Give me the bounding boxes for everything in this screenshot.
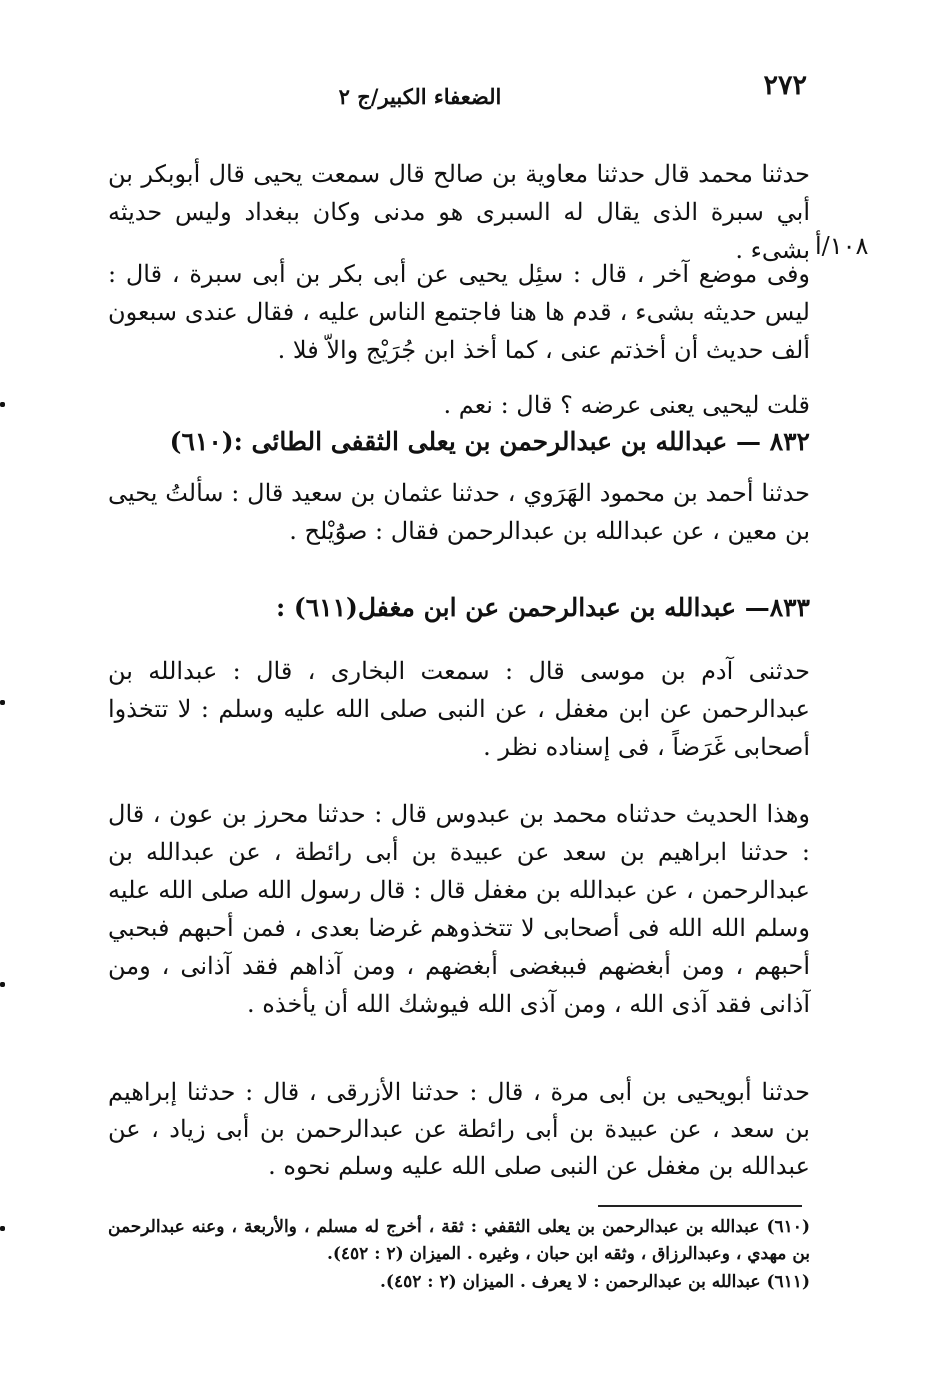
scan-edge-mark: [0, 700, 5, 705]
scan-edge-mark: [0, 982, 5, 987]
scan-edge-mark: [0, 402, 5, 407]
paragraph-adam-ibn-musa: حدثنى آدم بن موسى قال : سمعت البخارى ، قال : عبدالله بن عبدالرحمن عن ابن مغفل ، عن النبى صلى الله عليه وسلم : لا تتخذوا أصحابى غَرَضاً ، فى إسناده نظر .: [108, 657, 810, 761]
running-header-title: الضعفاء الكبير/ج ٢: [338, 84, 502, 109]
paragraph-abu-bakr-ibn-abi-sabra: حدثنا محمد قال حدثنا معاوية بن صالح قال سمعت يحيى قال أبوبكر بن أبي سبرة الذى يقال له السبرى هو مدنى وكان ببغداد وليس حديثه بشىء .: [108, 160, 810, 264]
entry-heading-832: ٨٣٢ — عبدالله بن عبدالرحمن بن يعلى الثقفى الطائى :(٦١٠): [169, 427, 810, 456]
paragraph-ahmad-al-harawi: حدثنا أحمد بن محمود الهَرَوي ، حدثنا عثمان بن سعيد قال : سألتُ يحيى بن معين ، عن عبدالله بن عبدالرحمن فقال : صوَُيْلح .: [108, 479, 810, 545]
footnote-separator: [598, 1205, 802, 1207]
entry-heading-833: ٨٣٣— عبدالله بن عبدالرحمن عن ابن مغفل(٦١١) :: [275, 593, 810, 622]
manuscript-folio-note: ١٠٨/أ: [815, 232, 869, 260]
paragraph-asked-yahya: قلت ليحيى يعنى عرضه ؟ قال : نعم .: [443, 391, 810, 419]
paragraph-this-hadith: وهذا الحديث حدثناه محمد بن عبدوس قال : حدثنا محرز بن عون ، قال : حدثنا ابراهيم بن سعد عن عبيدة بن أبى رائطة ، عن عبدالله بن عبدالرحمن ، عن عبدالله بن مغفل قال : قال رسول الله صلى الله عليه وسلم الله الله فى أصحابى لا تتخذوهم غرضا بعدى ، فمن أحبهم فبحبي أحبهم ، ومن أبغضهم فببغضى أبغضهم ، ومن آذاهم فقد آذانى ، ومن آذانى فقد آذى الله ، ومن آذى الله فيوشك الله أن يأخذه .: [108, 800, 810, 1018]
footnote-611: (٦١١) عبدالله بن عبدالرحمن : لا يعرف . الميزان (٢ : ٤٥٢).: [380, 1272, 810, 1292]
scan-edge-mark: [0, 1226, 5, 1231]
page-number: ٢٧٢: [763, 70, 807, 101]
paragraph-another-place: وفى موضع آخر ، قال : سئِل يحيى عن أبى بكر بن أبى سبرة ، قال : ليس حديثه بشىء ، قدم ها هنا فاجتمع الناس عليه ، فقال عندى سبعون ألف حديث أن أخذتم عنى ، كما أخذ ابن جُرَيْج والاّ فلا .: [108, 260, 810, 364]
footnote-610: (٦١٠) عبدالله بن عبدالرحمن بن يعلى الثقفي : ثقة ، أخرج له مسلم ، والأربعة ، وعنه عبدالرحمن بن مهدي ، وعبدالرزاق ، وثقه ابن حبان ، وغيره . الميزان (٢ : ٤٥٢).: [108, 1217, 810, 1264]
paragraph-abu-yahya: حدثنا أبويحيى بن أبى مرة ، قال : حدثنا الأزرقى ، قال : حدثنا إبراهيم بن سعد ، عن عبيدة بن أبى رائطة عن عبدالرحمن بن أبى زياد ، عن عبدالله بن مغفل عن النبى صلى الله عليه وسلم نحوه .: [108, 1078, 810, 1180]
